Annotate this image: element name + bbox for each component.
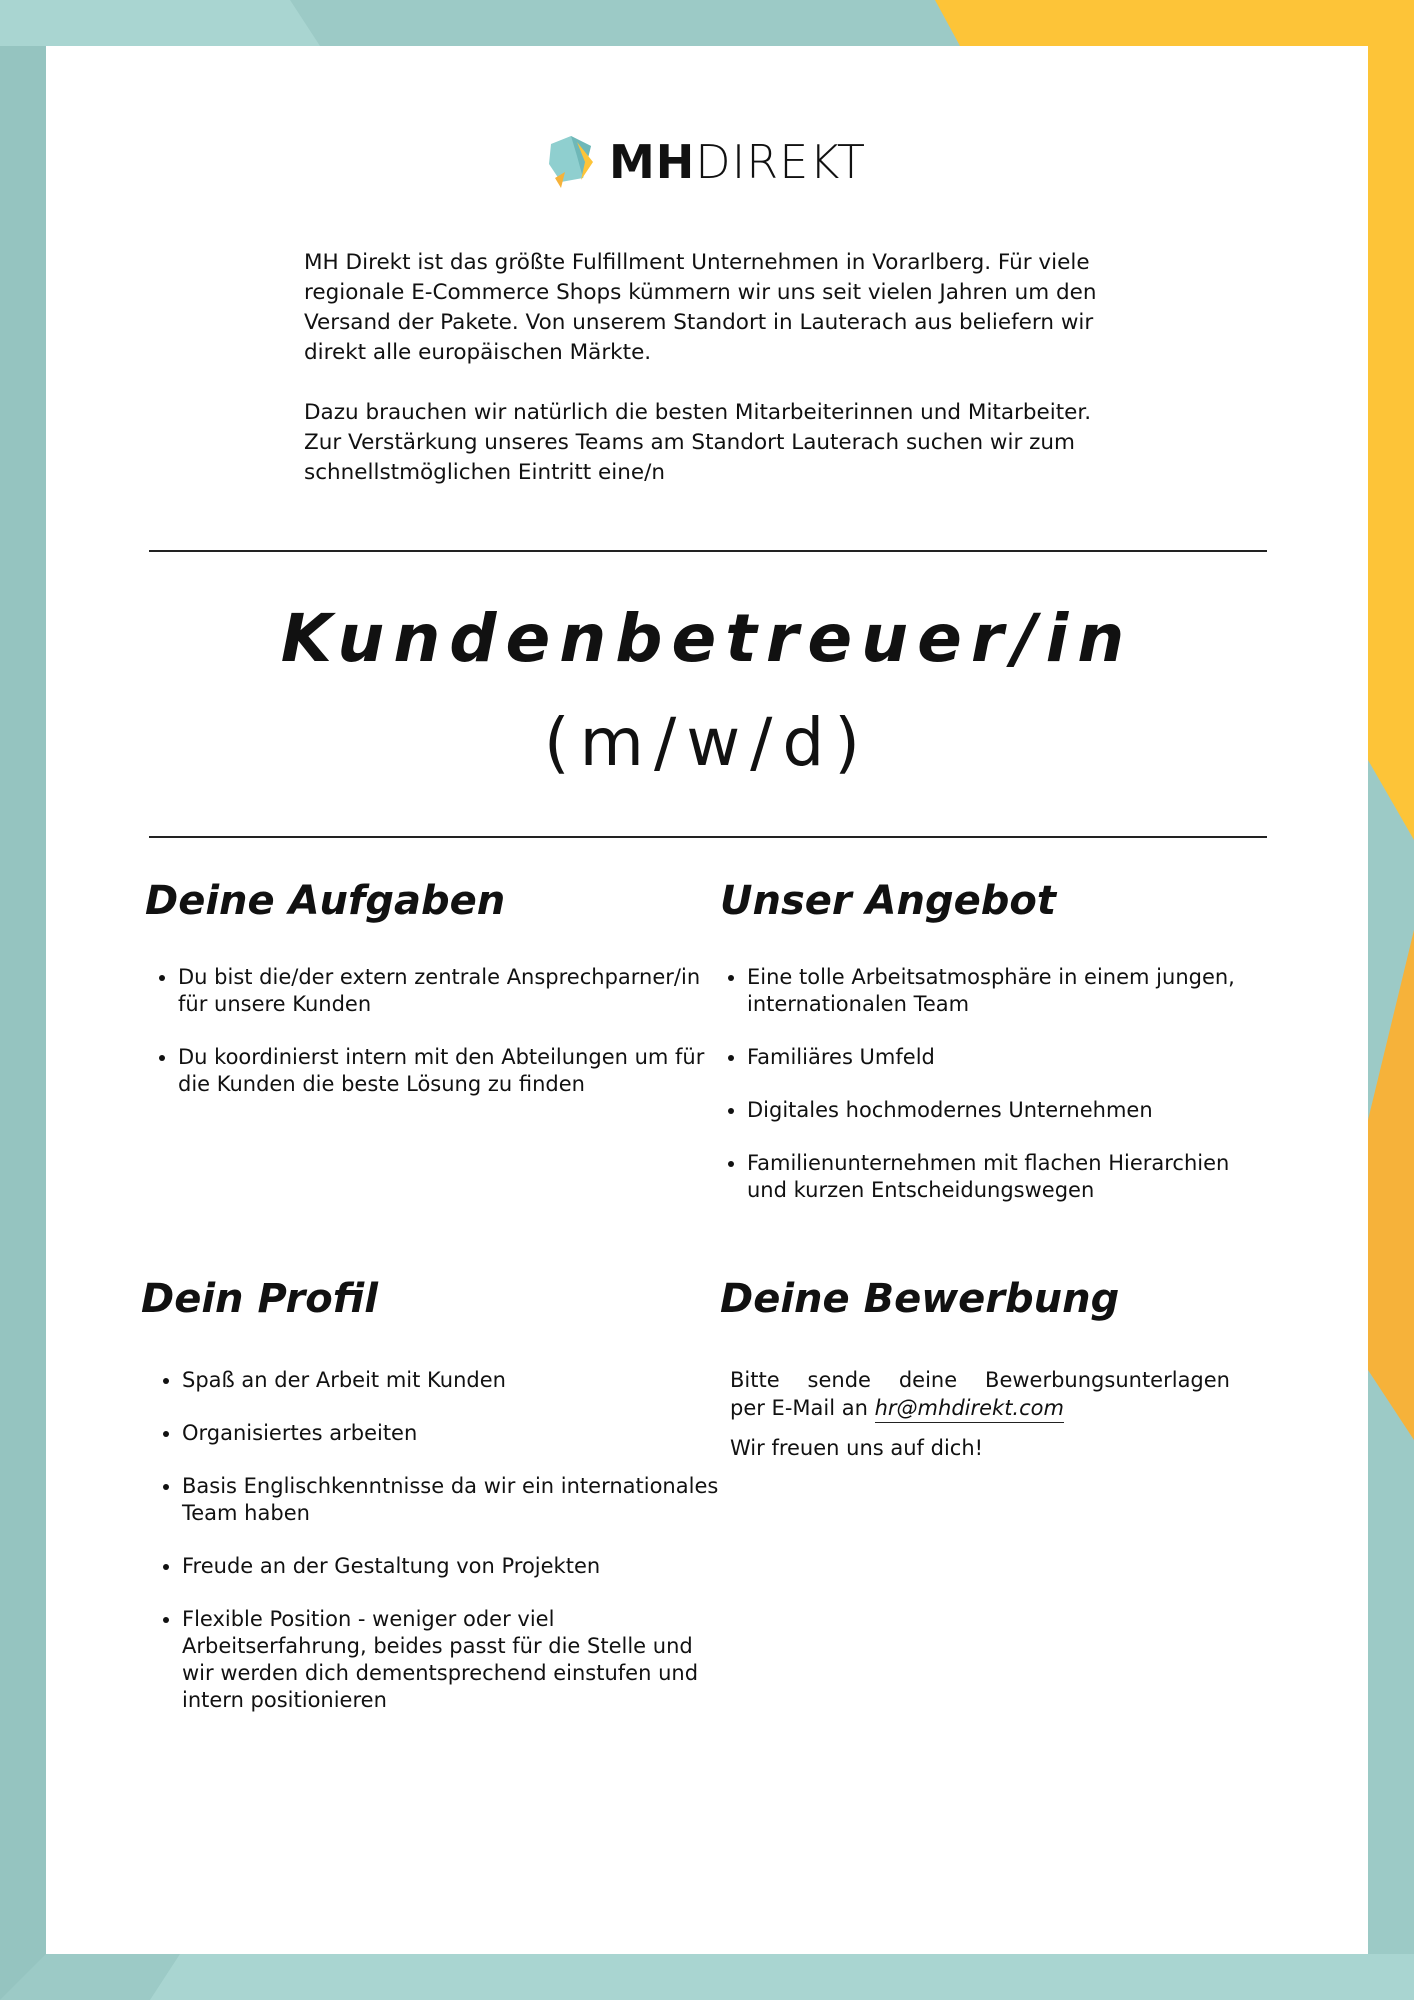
profile-list bbox=[150, 1367, 722, 1740]
logo-mark-icon bbox=[547, 134, 599, 190]
logo-wordmark: MHDIREKT bbox=[609, 135, 866, 189]
intro-text bbox=[304, 248, 1104, 518]
list-item: • Familiäres Umfeld bbox=[747, 1044, 1247, 1071]
list-item: • Spaß an der Arbeit mit Kunden bbox=[182, 1367, 722, 1394]
list-item: • Familienunternehmen mit flachen Hierarchien und kurzen Entscheidungswegen bbox=[747, 1150, 1247, 1204]
application-text bbox=[730, 1366, 1230, 1462]
divider bbox=[149, 836, 1267, 838]
email-link[interactable]: hr@mhdirekt.com bbox=[875, 1396, 1064, 1423]
list-item: • Organisiertes arbeiten bbox=[182, 1420, 722, 1447]
intro-paragraph: Dazu brauchen wir natürlich die besten Mitarbeiterinnen und Mitarbeiter. Zur Verstärkung unseres Teams am Standort Lauterach suchen wir zum schnellstmöglichen Eintritt eine/n bbox=[304, 400, 1092, 485]
offer-heading: Unser Angebot bbox=[720, 878, 1056, 924]
list-item: • Eine tolle Arbeitsatmosphäre in einem jungen, internationalen Team bbox=[747, 964, 1247, 1018]
application-heading: Deine Bewerbung bbox=[720, 1276, 1120, 1322]
offer-list bbox=[715, 964, 1247, 1230]
job-title: Kundenbetreuer/in bbox=[280, 600, 1134, 677]
intro-paragraph: MH Direkt ist das größte Fulfillment Unternehmen in Vorarlberg. Für viele regionale E-Commerce Shops kümmern wir uns seit vielen Jahren um den Versand der Pakete. Von unserem Standort in Lauterach aus beliefern wir direkt alle europäischen Märkte. bbox=[304, 250, 1097, 365]
application-email-prefix: per E-Mail an bbox=[730, 1396, 868, 1420]
list-item: • Basis Englischkenntnisse da wir ein internationales Team haben bbox=[182, 1473, 722, 1527]
list-item: • Digitales hochmodernes Unternehmen bbox=[747, 1097, 1247, 1124]
list-item: • Du koordinierst intern mit den Abteilungen um für die Kunden die beste Lösung zu finden bbox=[178, 1044, 718, 1098]
list-item: • Freude an der Gestaltung von Projekten bbox=[182, 1553, 722, 1580]
divider bbox=[149, 550, 1267, 552]
application-instruction: Bitte sende deine Bewerbungsunterlagen bbox=[730, 1368, 1230, 1392]
profile-heading: Dein Profil bbox=[141, 1276, 378, 1322]
application-email-line bbox=[730, 1394, 1230, 1422]
tasks-list bbox=[146, 964, 718, 1124]
application-thanks: Wir freuen uns auf dich! bbox=[730, 1436, 984, 1460]
company-logo bbox=[547, 134, 866, 190]
tasks-heading: Deine Aufgaben bbox=[145, 878, 506, 924]
list-item: • Flexible Position - weniger oder viel Arbeitserfahrung, beides passt für die Stelle und wir werden dich dementsprechend einstufen und intern positionieren bbox=[182, 1606, 722, 1714]
list-item: • Du bist die/der extern zentrale Ansprechparner/in für unsere Kunden bbox=[178, 964, 718, 1018]
job-subtitle: (m/w/d) bbox=[543, 704, 871, 781]
